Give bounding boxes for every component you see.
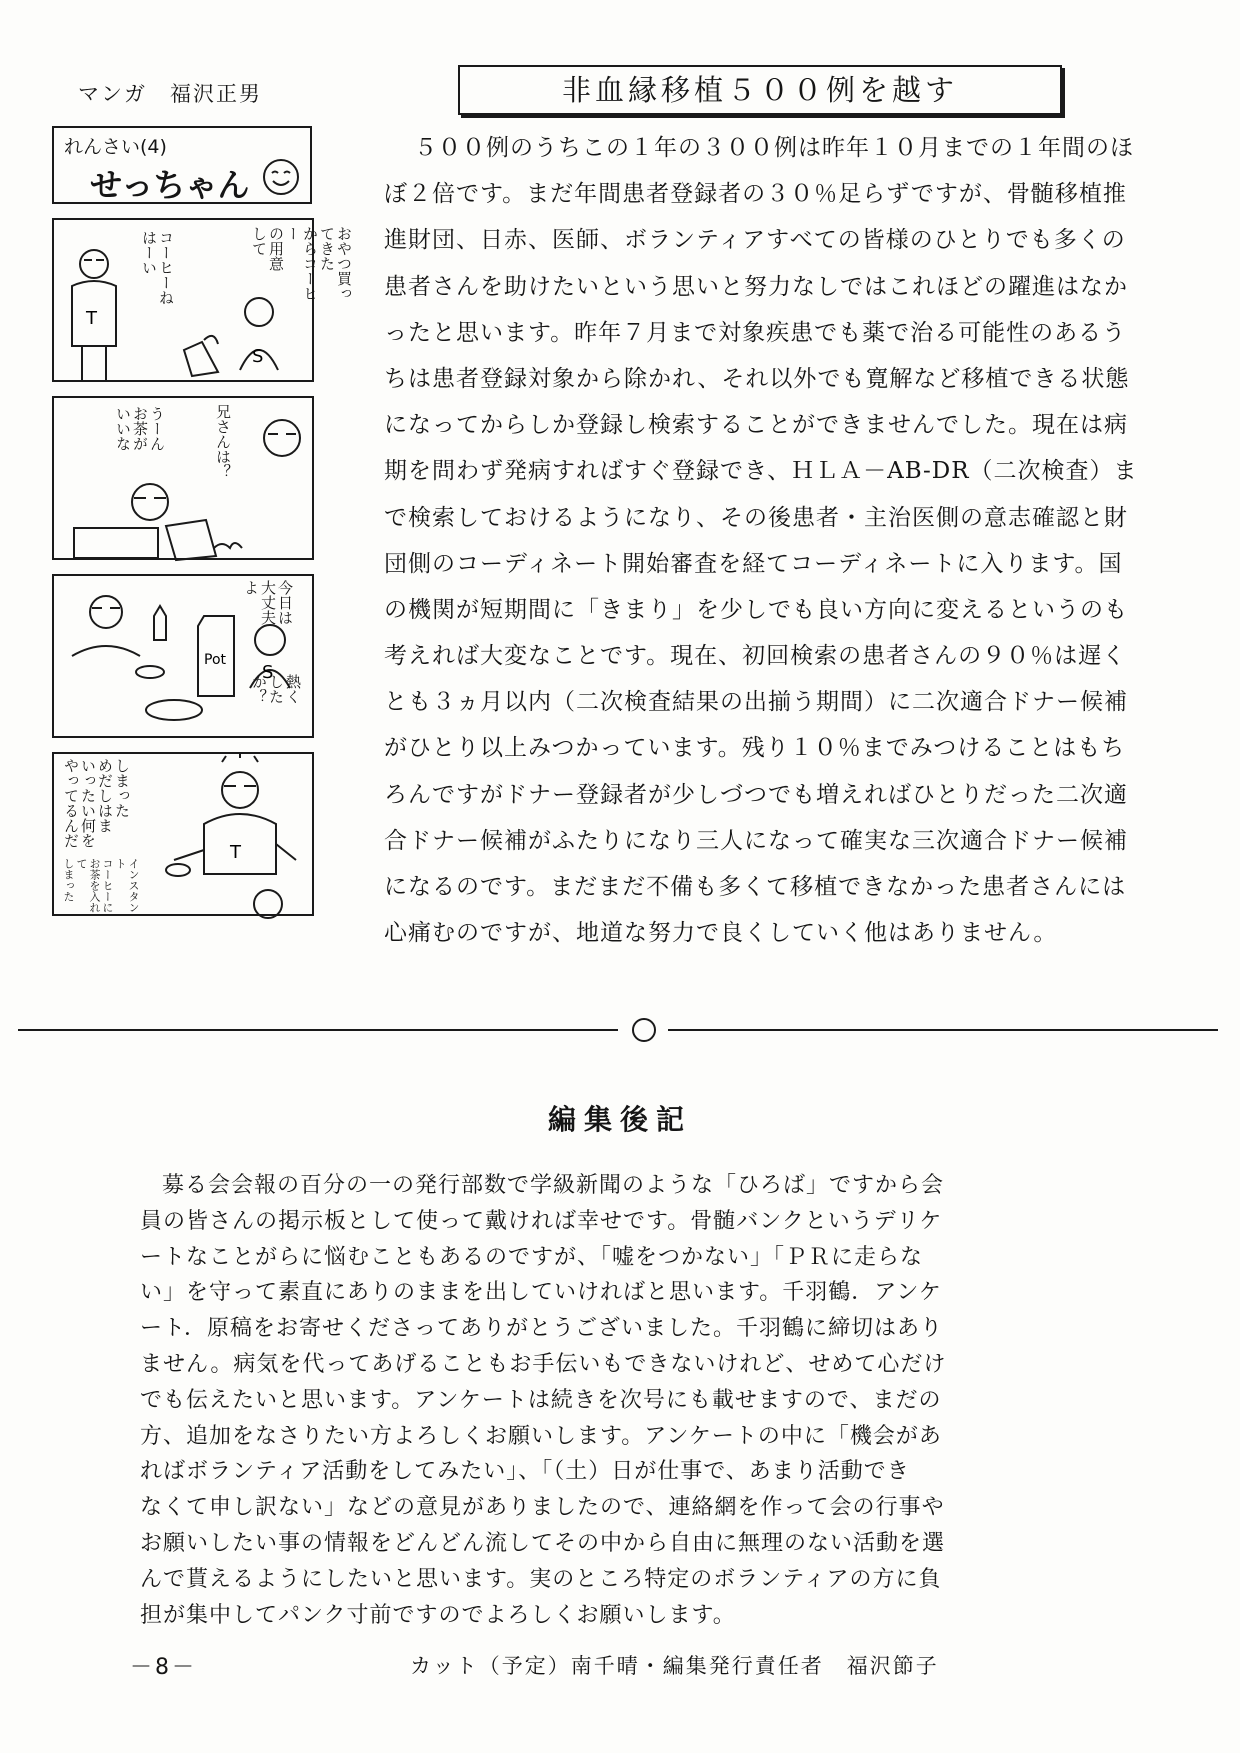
shirt-mark-t: T xyxy=(86,308,97,329)
article-line: がひとり以上みつかっています。残り１０％までみつけることはもち xyxy=(384,735,1126,762)
speech-bubble: しまった めだしはま いったい何を やってるんだ xyxy=(62,758,131,848)
panel-2-drawing xyxy=(54,398,316,562)
smiley-face-icon xyxy=(260,156,302,198)
section-divider-right xyxy=(668,1029,1218,1031)
shirt-mark-t: T xyxy=(230,842,241,863)
afterword-line: お願いしたい事の情報をどんどん流してその中から自由に無理のない活動を選 xyxy=(140,1530,946,1556)
manga-title-box xyxy=(52,126,312,204)
shirt-mark-s: S xyxy=(252,346,264,367)
article-line: 合ドナー候補がふたりになり三人になって確実な三次適合ドナー候補 xyxy=(384,827,1128,854)
shirt-mark-s: S xyxy=(262,662,274,683)
article-line: の機関が短期間に「きまり」を少しでも良い方向に変えるというのも xyxy=(384,596,1128,623)
afterword-line: ません。病気を代ってあげることもお手伝いもできないけれど、せめて心だけ xyxy=(140,1351,947,1377)
series-label: れんさい(4) xyxy=(64,136,167,158)
speech-bubble: インスタント コーヒーに お茶を入れて しまった xyxy=(62,858,140,913)
article-line: ろんですがドナー登録者が少しづつでも増えればひとりだった二次適 xyxy=(384,781,1128,808)
article-line: 期を問わず発病すればすぐ登録でき、ＨＬＡ－AB-DR（二次検査）ま xyxy=(384,458,1138,485)
pot-label: Pot xyxy=(204,652,226,668)
speech-bubble: 今日は 大丈夫 よ xyxy=(242,580,294,625)
page-number: －8－ xyxy=(130,1655,197,1680)
article-headline: 非血縁移植５００例を越す xyxy=(458,65,1062,115)
article-line: ぼ２倍です。まだ年間患者登録者の３０％足らずですが、骨髄移植推 xyxy=(384,181,1127,208)
manga-panel-3 xyxy=(52,574,314,738)
afterword-line: 募る会会報の百分の一の発行部数で学級新聞のような「ひろば」ですから会 xyxy=(162,1173,945,1198)
afterword-line: ートなことがらに悩むこともあるのですが、「嘘をつかない」「ＰＲに走らな xyxy=(140,1244,924,1270)
afterword-line: 方、追加をなさりたい方よろしくお願いします。アンケートの中に「機会があ xyxy=(140,1423,942,1449)
afterword-line: でも伝えたいと思います。アンケートは続きを次号にも載せますので、まだの xyxy=(140,1387,942,1413)
article-line: で検索しておけるようになり、その後患者・主治医側の意志確認と財 xyxy=(384,504,1128,531)
article-line: ったと思います。昨年７月まで対象疾患でも薬で治る可能性のあるう xyxy=(384,319,1127,346)
manga-panel-4 xyxy=(52,752,314,916)
article-line: ５００例のうちこの１年の３００例は昨年１０月までの１年間のほ xyxy=(414,135,1134,161)
afterword-body xyxy=(140,1168,1100,1633)
manga-panel-1 xyxy=(52,218,353,382)
speech-bubble: コーヒーね はーい xyxy=(140,230,175,305)
section-divider-left xyxy=(18,1029,618,1031)
manga-panel-2 xyxy=(52,396,314,560)
article-line: 心痛むのですが、地道な努力で良くしていく他はありません。 xyxy=(384,920,1058,947)
afterword-line: 担が集中してパンク寸前ですのでよろしくお願いします。 xyxy=(140,1602,736,1628)
article-line: 進財団、日赤、医師、ボランティアすべての皆様のひとりでも多くの xyxy=(384,227,1126,254)
article-body xyxy=(384,125,1174,956)
speech-bubble: おやつ買ってきた からコーヒー の用意 して xyxy=(250,226,353,301)
afterword-line: 員の皆さんの掲示板として使って戴ければ幸せです。骨髄バンクというデリケ xyxy=(140,1208,943,1234)
article-line: 考えれば大変なことです。現在、初回検索の患者さんの９０％は遅く xyxy=(384,643,1127,670)
series-name: せっちゃん xyxy=(90,166,250,204)
article-line: になってからしか登録し検索することができませんでした。現在は病 xyxy=(384,412,1128,439)
speech-bubble: 兄さんは？ xyxy=(214,404,232,479)
afterword-line: ればボランティア活動をしてみたい」、「（土）日が仕事で、あまり活動でき xyxy=(140,1459,910,1485)
article-line: になるのです。まだまだ不備も多くて移植できなかった患者さんには xyxy=(384,874,1127,900)
afterword-line: んで貰えるようにしたいと思います。実のところ特定のボランティアの方に負 xyxy=(140,1566,942,1592)
afterword-line: なくて申し訳ない」などの意見がありましたので、連絡網を作って会の行事や xyxy=(140,1495,945,1521)
manga-credit: マンガ 福沢正男 xyxy=(78,82,262,106)
article-line: とも３ヵ月以内（二次検査結果の出揃う期間）に二次適合ドナー候補 xyxy=(384,689,1128,716)
footer-credit: カット（予定）南千晴・編集発行責任者 福沢節子 xyxy=(410,1654,939,1678)
article-line: 患者さんを助けたいという思いと努力なしではこれほどの躍進はなか xyxy=(384,273,1128,300)
article-line: 団側のコーディネート開始審査を経てコーディネートに入ります。国 xyxy=(384,550,1123,577)
speech-bubble: 熱く した か？ xyxy=(250,674,302,704)
speech-bubble: うーん お茶が いいな xyxy=(114,406,166,451)
afterword-title: 編集後記 xyxy=(547,1103,692,1136)
section-divider-circle-icon xyxy=(632,1018,656,1042)
article-line: ちは患者登録対象から除かれ、それ以外でも寛解など移植できる状態 xyxy=(384,365,1130,392)
afterword-line: い」を守って素直にありのままを出していければと思います。千羽鶴．アンケ xyxy=(140,1280,942,1306)
afterword-line: ート．原稿をお寄せくださってありがとうございました。千羽鶴に締切はあり xyxy=(140,1316,944,1342)
